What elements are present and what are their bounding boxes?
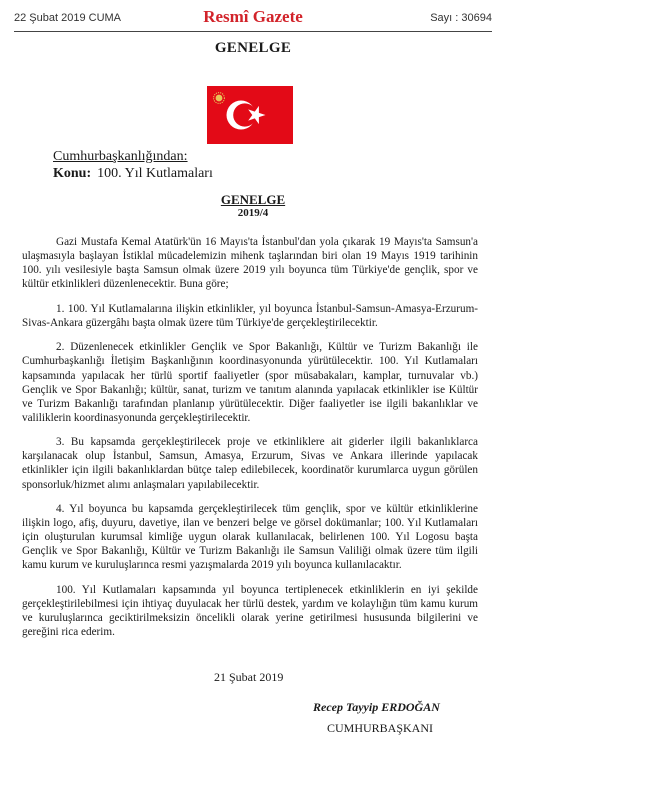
header-divider xyxy=(14,31,492,32)
subject-value: 100. Yıl Kutlamaları xyxy=(97,166,213,181)
circular-body xyxy=(22,235,478,650)
paragraph-item-2: 2. Düzenlenecek etkinlikler Gençlik ve Spor Bakanlığı, Kültür ve Turizm Bakanlığı ile Cumhurbaşkanlığı İletişim Başkanlığının koordinasyonunda yürütülecektir. 100. Yıl Kutlamaları kapsamında yapılacak her türlü sportif faaliyetler (spor müsabakaları, kamplar, turnuvalar vb.) Gençlik ve Spor Bakanlığı; kültür, sanat, turizm ve tanıtım alanında yapılacak etkinlikler ise Kültür ve Turizm Bakanlığı tarafından planlanıp yürütülecektir. Diğer faaliyetler ise ilgili bakanlıklar ve valiliklerin koordinasyonunda gerçekleştirilecektir. xyxy=(22,341,478,424)
signatory-title: CUMHURBAŞKANI xyxy=(327,721,434,735)
paragraph-intro: Gazi Mustafa Kemal Atatürk'ün 16 Mayıs'ta İstanbul'dan yola çıkarak 19 Mayıs'ta Samsun'a ulaşmasıyla başlayan İstiklal mücadelemizin mihenk taşlarından biri olan 19 Mayıs 1919 tarihinin 100. yılı vesilesiyle başta Samsun olmak üzere 2019 yılı boyunca tüm Türkiye'de gençlik, spor ve kültür etkinlikleri düzenlenecektir. Buna göre; xyxy=(22,236,478,291)
issue-date: 22 Şubat 2019 CUMA xyxy=(14,12,122,24)
issuer-line: Cumhurbaşkanlığından: xyxy=(53,149,188,164)
paragraph-item-1: 1. 100. Yıl Kutlamalarına ilişkin etkinlikler, yıl boyunca İstanbul-Samsun-Amasya-Erzurum-Sivas-Ankara güzergâhı başta olmak üzere tüm Türkiye'de gerçekleştirilecektir. xyxy=(22,302,478,329)
circular-number: 2019/4 xyxy=(237,207,269,219)
gazette-title: Resmî Gazete xyxy=(203,7,303,26)
paragraph-item-3: 3. Bu kapsamda gerçekleştirilecek proje ve etkinliklere ait giderler ilgili bakanlıklarca karşılanacak olup İstanbul, Samsun, Amasya, Erzurum, Sivas ve Ankara illerinde yapılacak etkinlikler için ilgili bakanlıklardan bütçe talep edilebilecek, koordinatör kurumlarca uygun görülen sponsorluk/hizmet alımı anlaşmaları yapılabilecektir. xyxy=(22,436,478,491)
issue-number: Sayı : 30694 xyxy=(430,12,492,24)
signatory-name: Recep Tayyip ERDOĞAN xyxy=(313,700,440,714)
signature-date: 21 Şubat 2019 xyxy=(214,670,284,684)
subject-label: Konu: xyxy=(53,166,92,181)
subject-line xyxy=(53,166,213,182)
circular-title: GENELGE xyxy=(220,192,286,207)
paragraph-item-4: 4. Yıl boyunca bu kapsamda gerçekleştirilecek tüm gençlik, spor ve kültür etkinliklerine ilişkin logo, afiş, duyuru, davetiye, ilan ve benzeri belge ve görsel dokümanlar; 100. Yıl Kutlamaları için oluşturulan kurumsal kimliğe uygun olarak kullanılacak, belirlenen 100. Yıl Logosu başta Gençlik ve Spor Bakanlığı, Kültür ve Turizm Bakanlığı ile Samsun Valiliği olmak üzere tüm ilgili kamu kurum ve kuruluşlarınca resmi yazışmalarda 2019 yılı boyunca kullanılacaktır. xyxy=(22,503,478,572)
turkish-flag-icon xyxy=(207,86,293,144)
gazette-header xyxy=(14,6,492,30)
section-heading: GENELGE xyxy=(214,40,292,56)
paragraph-closing: 100. Yıl Kutlamaları kapsamında yıl boyunca tertiplenecek etkinliklerin en iyi şekilde gerçekleştirilebilmesi için ihtiyaç duyulacak her türlü destek, yardım ve kolaylığın tüm kamu kurum ve kuruluşlarınca geciktirilmeksizin öncelikli olarak yerine getirilmesi hususunda bilgilerini ve gereğini rica ederim. xyxy=(22,583,478,639)
